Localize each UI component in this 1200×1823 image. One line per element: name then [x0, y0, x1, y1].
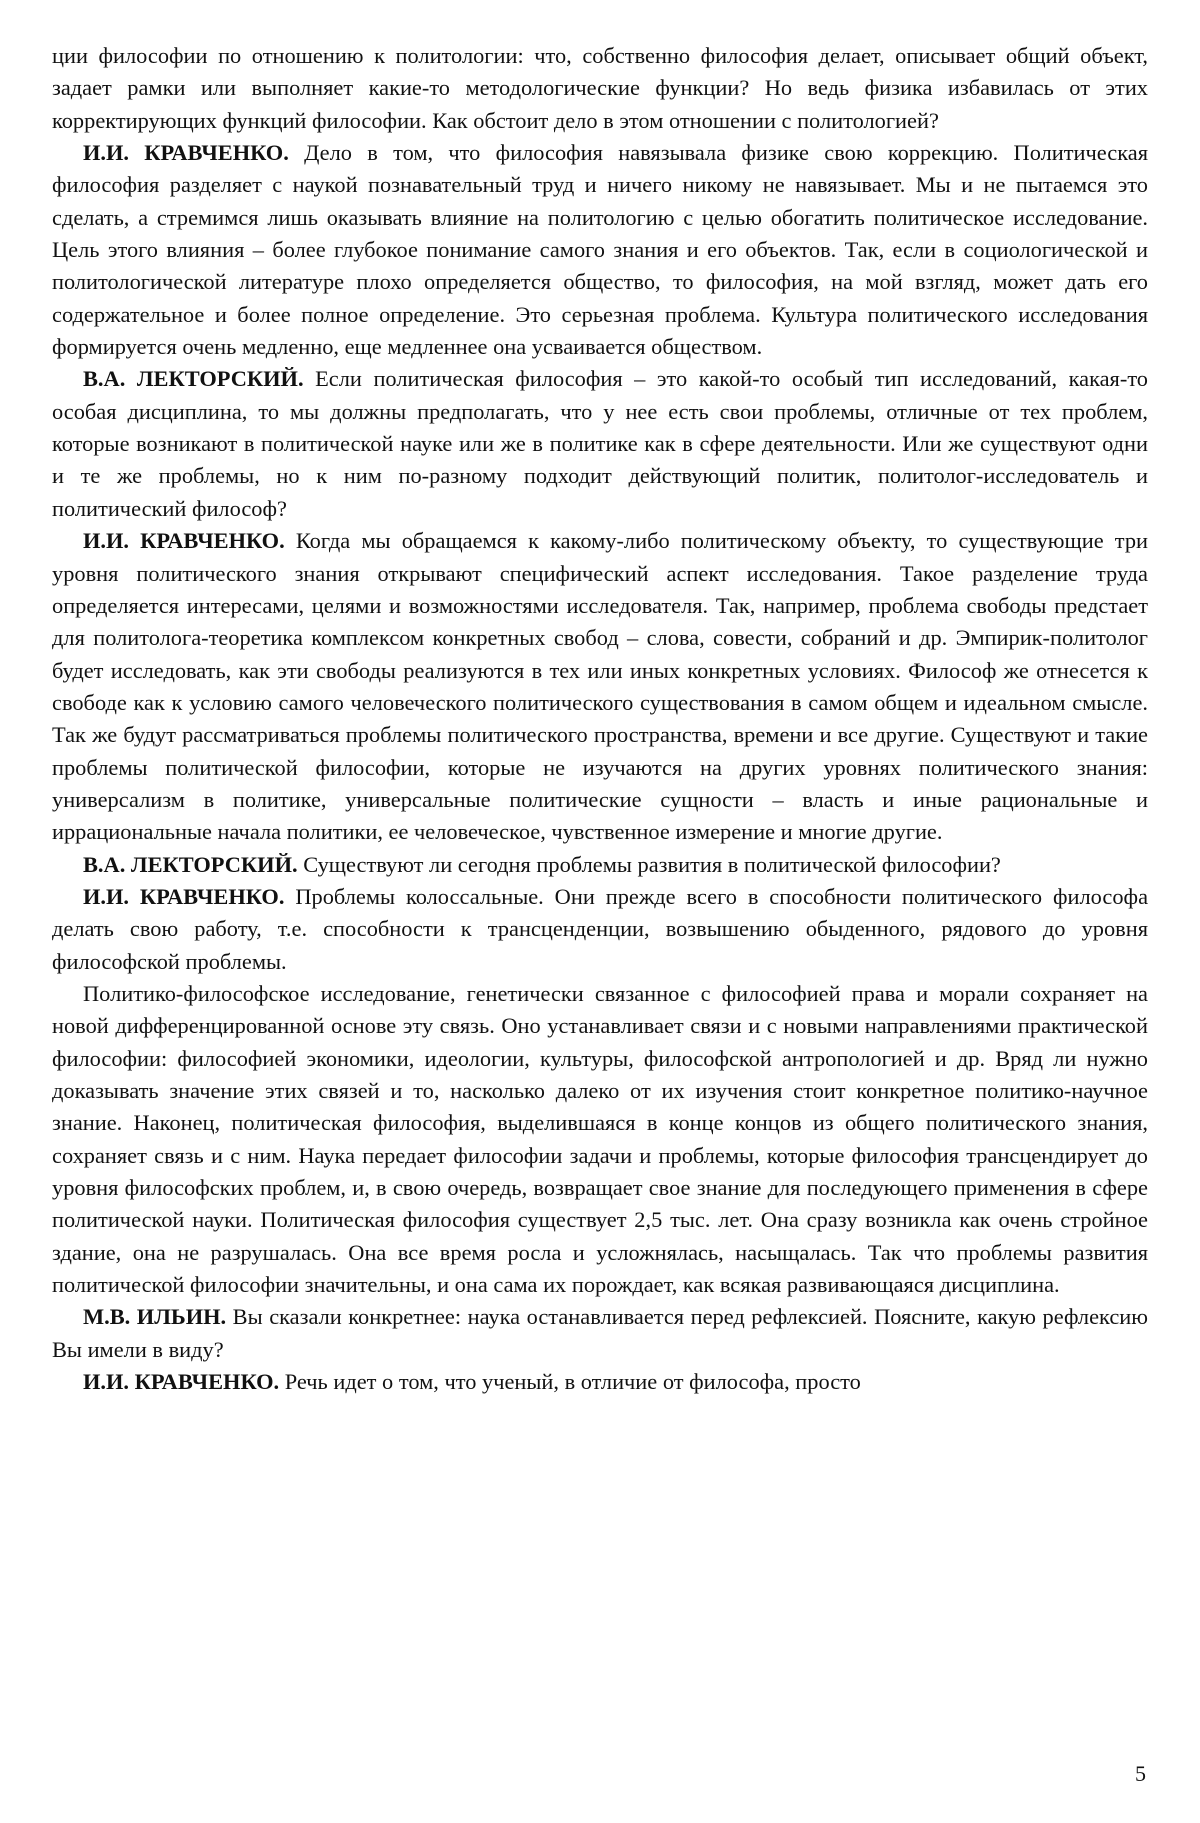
paragraph — [52, 1301, 1148, 1366]
speaker-name: И.И. КРАВЧЕНКО. — [83, 1369, 280, 1395]
paragraph-text: Вы сказали конкретнее: наука останавливается перед рефлексией. Поясните, какую рефлексию Вы имели в виду? — [52, 1304, 1148, 1362]
paragraph-text: Проблемы колоссальные. Они прежде всего в способности политического философа делать свою работу, т.е. способности к трансценденции, возвышению обыденного, рядового до уровня философской проблемы. — [52, 883, 1149, 974]
page-number: 5 — [1135, 1761, 1146, 1786]
speaker-name: И.И. КРАВЧЕНКО. — [83, 140, 289, 166]
paragraph — [52, 525, 1148, 848]
page-body — [52, 40, 1148, 1398]
paragraph — [52, 978, 1148, 1301]
paragraph-text: Существуют ли сегодня проблемы развития в политической философии? — [297, 851, 1001, 877]
speaker-name: В.А. ЛЕКТОРСКИЙ. — [83, 851, 298, 877]
speaker-name: М.В. ИЛЬИН. — [83, 1304, 227, 1330]
paragraph — [52, 40, 1148, 137]
paragraph — [52, 1366, 1148, 1398]
paragraph-text: Если политическая философия – это какой-то особый тип исследований, какая-то особая дисциплина, то мы должны предполагать, что у нее есть свои проблемы, отличные от тех проблем, которые возникают в политической науке или же в политике как в сфере деятельности. Или же существуют одни и те же проблемы, но к ним по-разному подходит действующий политик, политолог-исследователь и политический философ? — [52, 366, 1148, 521]
paragraph-text: Речь идет о том, что ученый, в отличие от философа, просто — [279, 1369, 861, 1395]
paragraph — [52, 881, 1148, 978]
speaker-name: И.И. КРАВЧЕНКО. — [83, 883, 285, 909]
paragraph-text: Политико-философское исследование, генетически связанное с философией права и морали сохраняет на новой дифференцированной основе эту связь. Оно устанавливает связи и с новыми направлениями практической философии: философией экономики, идеологии, культуры, философской антропологией и др. Вряд ли нужно доказывать значение этих связей и то, насколько далеко от их изучения стоит конкретное политико-научное знание. Наконец, политическая философия, выделившаяся в конце концов из общего политического знания, сохраняет связь и с ним. Наука передает философии задачи и проблемы, которые философия трансцендирует до уровня философских проблем, и, в свою очередь, возвращает свое знание для последующего применения в сфере политической науки. Политическая философия существует 2,5 тыс. лет. Она сразу возникла как очень стройное здание, она не разрушалась. Она все время росла и усложнялась, насыщалась. Так что проблемы развития политической философии значительны, и она сама их порождает, как всякая развивающаяся дисциплина. — [52, 980, 1148, 1298]
paragraph-text: Когда мы обращаемся к какому-либо политическому объекту, то существующие три уровня политического знания открывают специфический аспект исследования. Такое разделение труда определяется интересами, целями и возможностями исследователя. Так, например, проблема свободы предстает для политолога-теоретика комплексом конкретных свобод – слова, совести, собраний и др. Эмпирик-политолог будет исследовать, как эти свободы реализуются в тех или иных конкретных условиях. Философ же отнесется к свободе как к условию самого человеческого политического существования в самом общем и идеальном смысле. Так же будут рассматриваться проблемы политического пространства, времени и все другие. Существуют и такие проблемы политической философии, которые не изучаются на других уровнях политического знания: универсализм в политике, универсальные политические сущности – власть и иные рациональные и иррациональные начала политики, ее человеческое, чувственное измерение и многие другие. — [52, 528, 1148, 845]
speaker-name: В.А. ЛЕКТОРСКИЙ. — [83, 366, 304, 392]
speaker-name: И.И. КРАВЧЕНКО. — [83, 528, 285, 554]
paragraph — [52, 849, 1148, 881]
paragraph-text: ции философии по отношению к политологии: что, собственно философия делает, описывает общий объект, задает рамки или выполняет какие-то методологические функции? Но ведь физика избавилась от этих корректирующих функций философии. Как обстоит дело в этом отношении с политологией? — [52, 43, 1148, 133]
paragraph — [52, 363, 1148, 525]
paragraph-text: Дело в том, что философия навязывала физике свою коррекцию. Политическая философия разделяет с наукой познавательный труд и ничего никому не навязывает. Мы и не пытаемся это сделать, а стремимся лишь оказывать влияние на политологию с целью обогатить политическое исследование. Цель этого влияния – более глубокое понимание самого знания и его объектов. Так, если в социологической и политологической литературе плохо определяется общество, то философия, на мой взгляд, может дать его содержательное и более полное определение. Это серьезная проблема. Культура политического исследования формируется очень медленно, еще медленнее она усваивается обществом. — [52, 140, 1149, 360]
paragraph — [52, 137, 1148, 363]
